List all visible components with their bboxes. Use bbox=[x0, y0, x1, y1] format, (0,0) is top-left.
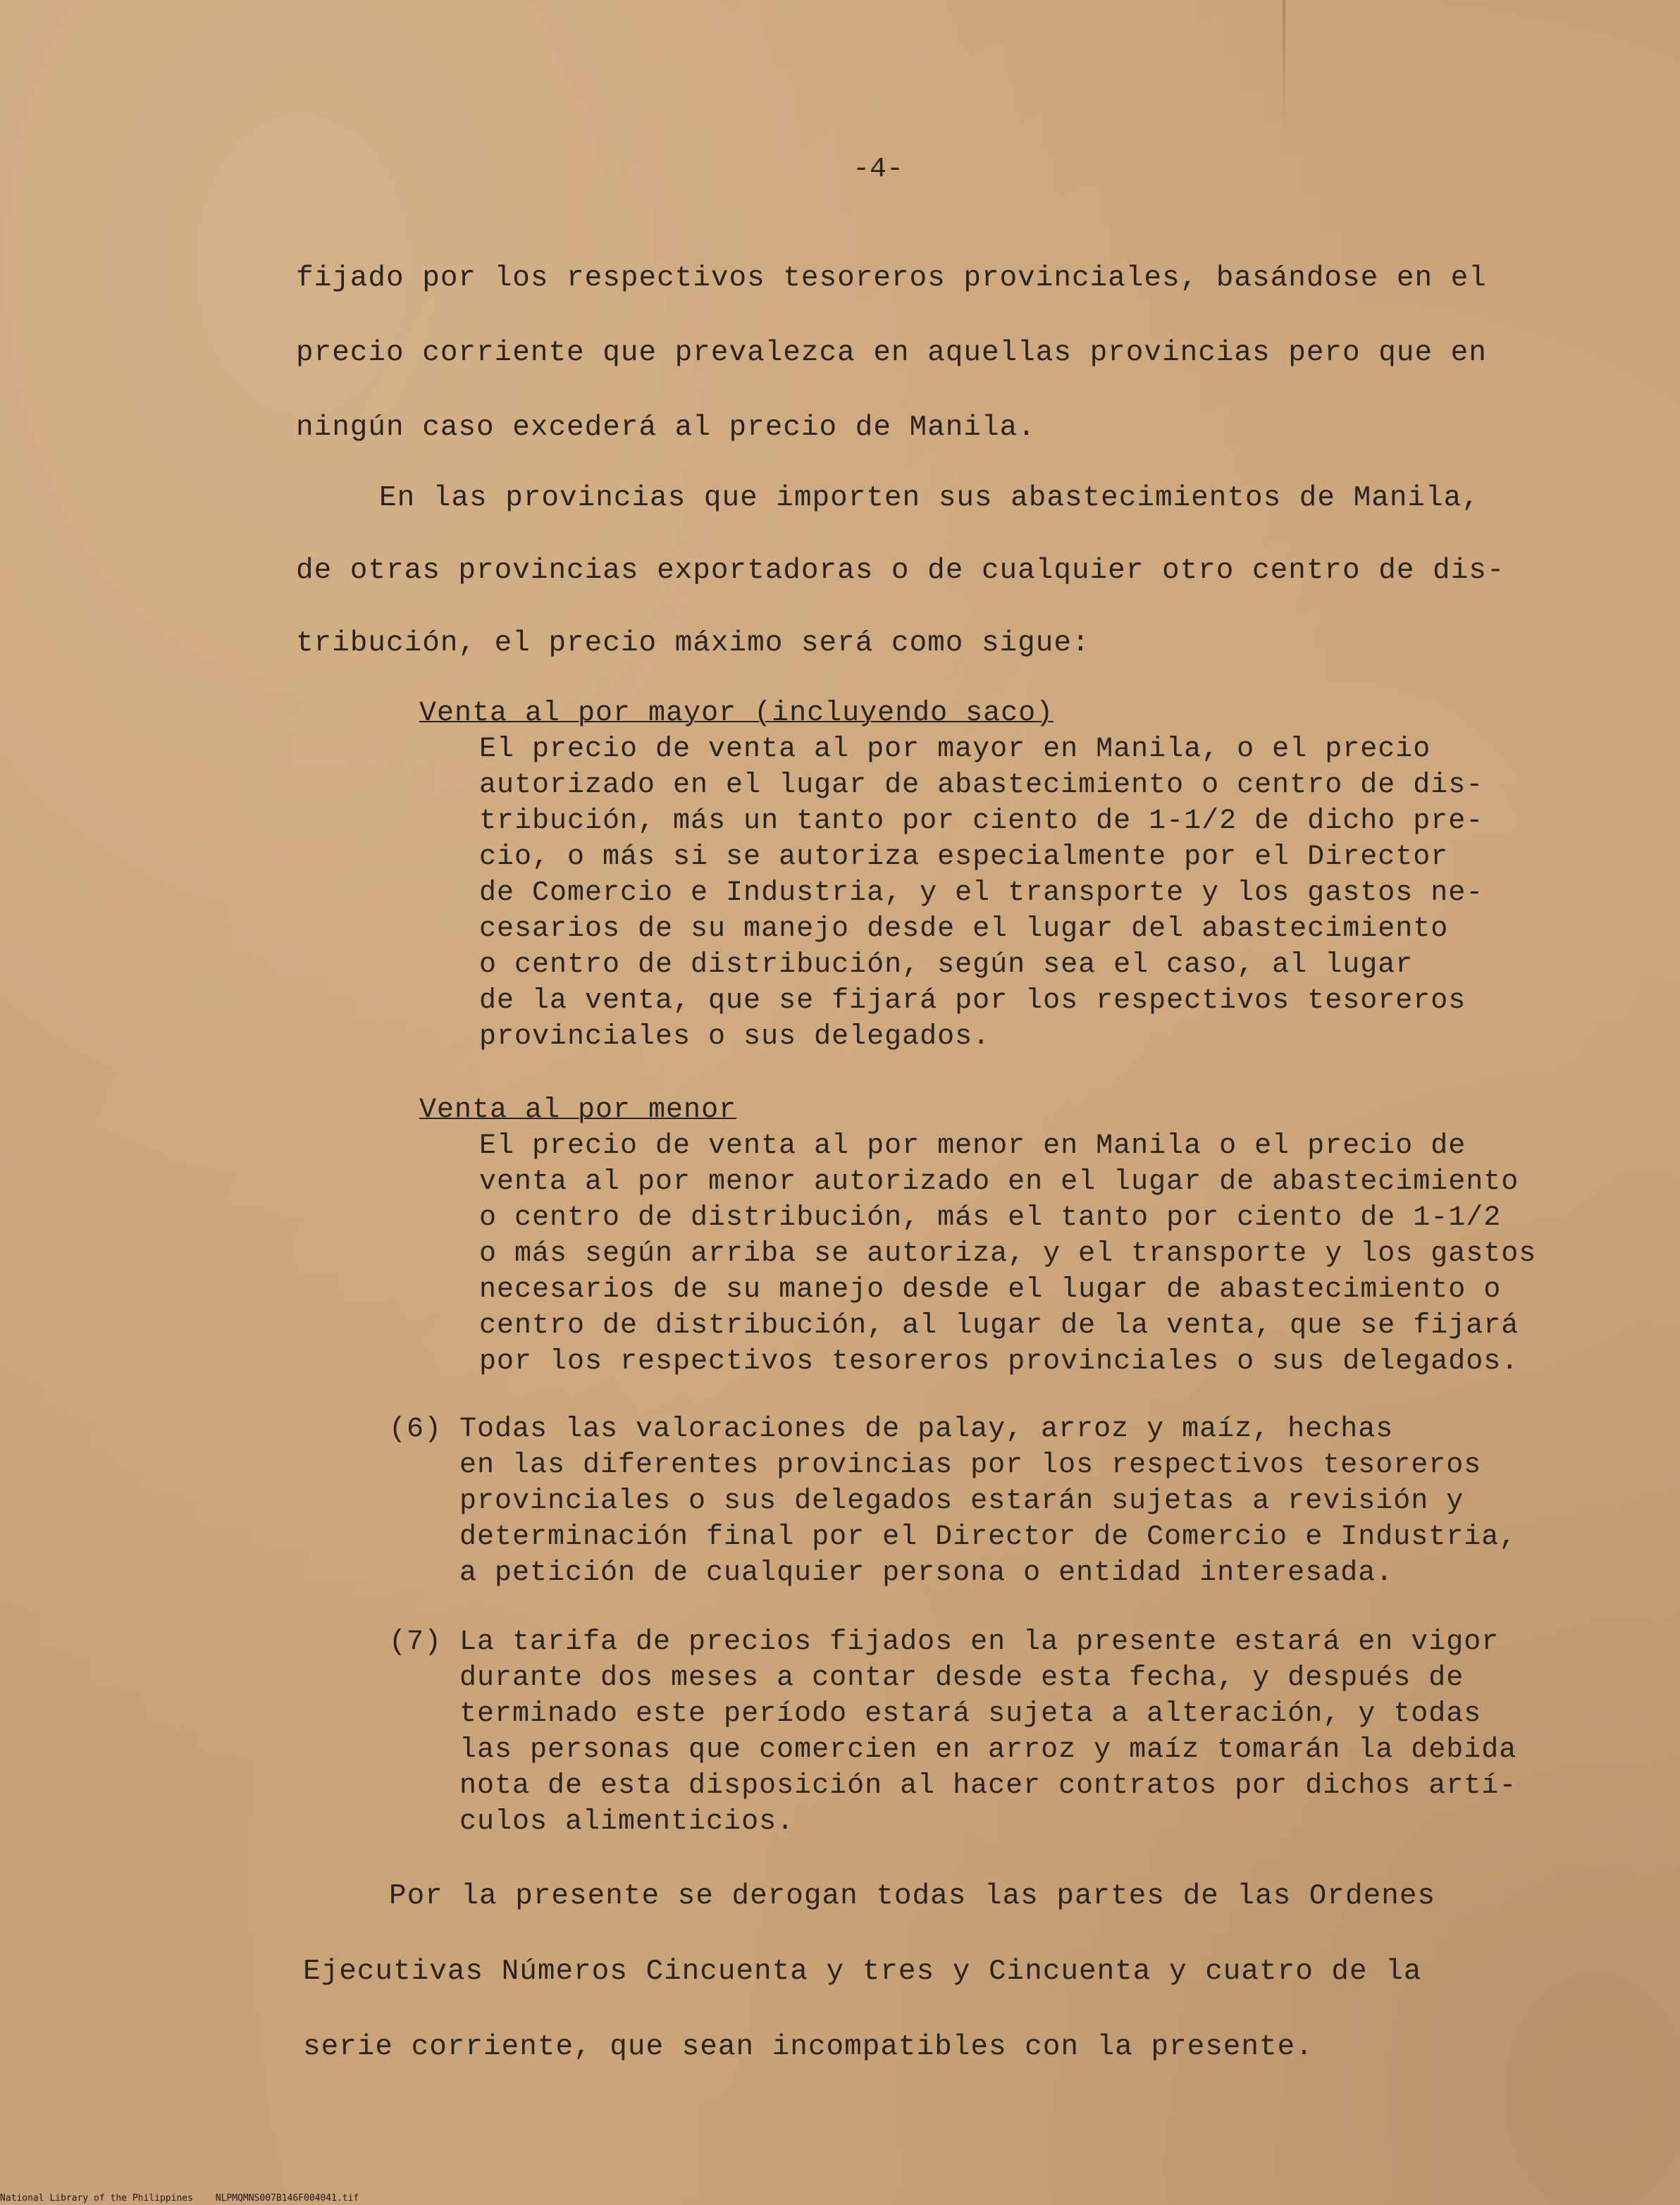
retail-line: El precio de venta al por menor en Manila o el precio de bbox=[479, 1130, 1466, 1162]
closing-line: Por la presente se derogan todas las partes de las Ordenes bbox=[389, 1880, 1436, 1913]
retail-line: o centro de distribución, más el tanto por ciento de 1-1/2 bbox=[479, 1202, 1502, 1234]
retail-line: venta al por menor autorizado en el lugar de abastecimiento bbox=[479, 1166, 1519, 1198]
item7-line: durante dos meses a contar desde esta fecha, y después de bbox=[459, 1662, 1464, 1694]
retail-line: necesarios de su manejo desde el lugar de abastecimiento o bbox=[479, 1274, 1502, 1306]
item7-line: nota de esta disposición al hacer contratos por dichos artí- bbox=[459, 1770, 1517, 1802]
item7-line: las personas que comercien en arroz y maíz tomarán la debida bbox=[459, 1734, 1517, 1766]
wholesale-line: autorizado en el lugar de abastecimiento o centro de dis- bbox=[479, 770, 1484, 801]
retail-line: por los respectivos tesoreros provinciales o sus delegados. bbox=[479, 1346, 1519, 1378]
wholesale-line: cio, o más si se autoriza especialmente por el Director bbox=[479, 841, 1449, 873]
wholesale-line: El precio de venta al por mayor en Manila, o el precio bbox=[479, 734, 1431, 765]
item7-line: La tarifa de precios fijados en la presente estará en vigor bbox=[459, 1626, 1500, 1658]
item6-line: Todas las valoraciones de palay, arroz y maíz, hechas bbox=[459, 1414, 1394, 1445]
paragraph-line: ningún caso excederá al precio de Manila. bbox=[296, 412, 1036, 444]
wholesale-line: de la venta, que se fijará por los respectivos tesoreros bbox=[479, 985, 1466, 1017]
item6-line: a petición de cualquier persona o entidad interesada. bbox=[459, 1557, 1394, 1589]
item7-line: terminado este período estará sujeta a alteración, y todas bbox=[459, 1698, 1482, 1730]
wholesale-line: o centro de distribución, según sea el caso, al lugar bbox=[479, 949, 1414, 981]
item6-line: provinciales o sus delegados estarán sujetas a revisión y bbox=[459, 1486, 1464, 1517]
wholesale-line: cesarios de su manejo desde el lugar del abastecimiento bbox=[479, 913, 1449, 945]
paragraph-line: precio corriente que prevalezca en aquellas provincias pero que en bbox=[296, 337, 1487, 369]
item7-line: culos alimenticios. bbox=[459, 1806, 795, 1838]
item6-line: en las diferentes provincias por los respectivos tesoreros bbox=[459, 1450, 1482, 1481]
paragraph-line: tribución, el precio máximo será como sigue: bbox=[296, 627, 1090, 660]
item6-line: determinación final por el Director de Comercio e Industria, bbox=[459, 1521, 1517, 1553]
page-number: -4- bbox=[853, 154, 904, 185]
item-number: (6) bbox=[389, 1414, 443, 1445]
retail-heading: Venta al por menor bbox=[419, 1094, 737, 1126]
wholesale-heading: Venta al por mayor (incluyendo saco) bbox=[419, 698, 1054, 729]
scan-footer bbox=[0, 2193, 376, 2204]
wholesale-line: de Comercio e Industria, y el transporte y los gastos ne- bbox=[479, 877, 1484, 909]
retail-line: centro de distribución, al lugar de la venta, que se fijará bbox=[479, 1310, 1519, 1342]
footer-institution: National Library of the Philippines bbox=[0, 2193, 193, 2204]
paragraph-line: En las provincias que importen sus abastecimientos de Manila, bbox=[379, 482, 1480, 514]
retail-line: o más según arriba se autoriza, y el transporte y los gastos bbox=[479, 1238, 1537, 1270]
paragraph-line: fijado por los respectivos tesoreros provinciales, basándose en el bbox=[296, 262, 1487, 295]
closing-line: serie corriente, que sean incompatibles con la presente. bbox=[303, 2031, 1314, 2063]
closing-line: Ejecutivas Números Cincuenta y tres y Cincuenta y cuatro de la bbox=[303, 1956, 1422, 1988]
item-number: (7) bbox=[389, 1626, 443, 1658]
paper-fold bbox=[1283, 0, 1285, 141]
wholesale-line: provinciales o sus delegados. bbox=[479, 1021, 991, 1053]
wholesale-line: tribución, más un tanto por ciento de 1-1/2 de dicho pre- bbox=[479, 805, 1484, 837]
footer-file-name: NLPMQMNS007B146F004041.tif bbox=[215, 2193, 359, 2204]
paragraph-line: de otras provincias exportadoras o de cualquier otro centro de dis- bbox=[296, 555, 1505, 587]
